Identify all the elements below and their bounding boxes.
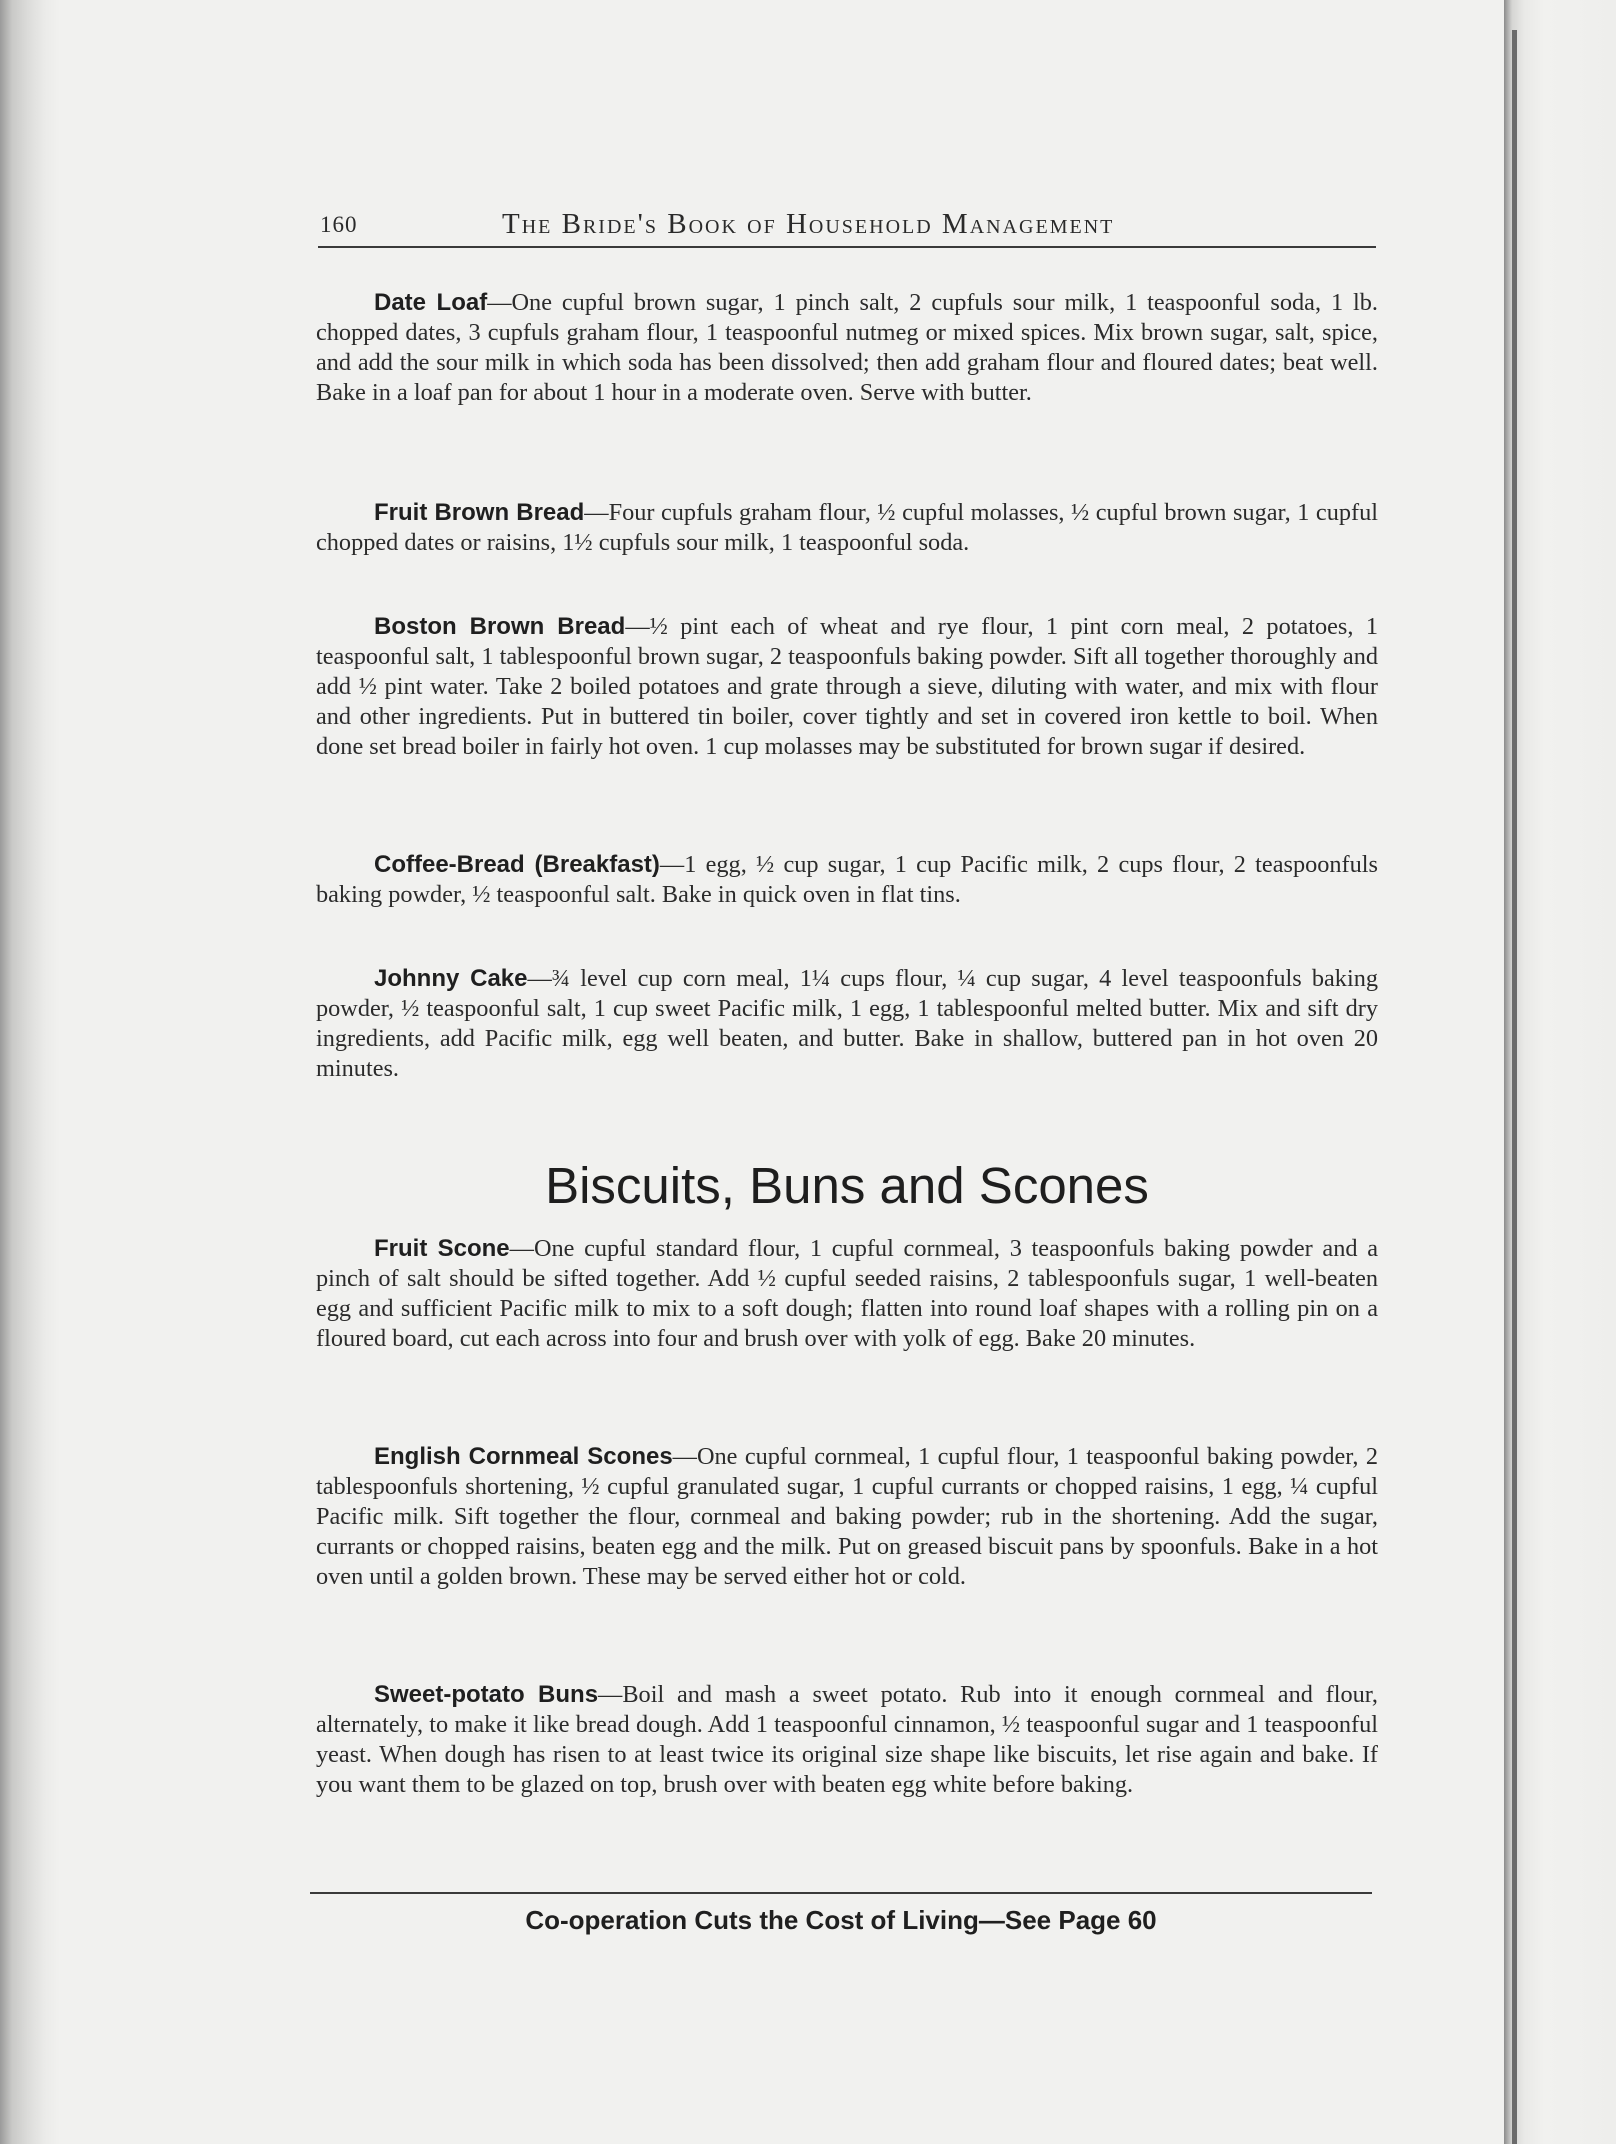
recipe-english-cornmeal-scones <box>316 1442 1378 1592</box>
recipe-johnny-cake <box>316 964 1378 1084</box>
recipe-text: —Four cupfuls graham flour, ½ cupful molasses, ½ cupful brown sugar, 1 cupful chopped dates or raisins, 1½ cupfuls sour milk, 1 teaspoonful soda. <box>316 499 1378 556</box>
recipe-text: —½ pint each of wheat and rye flour, 1 pint corn meal, 2 potatoes, 1 teaspoonful salt, 1 tablespoonful brown sugar, 2 teaspoonfuls baking powder. Sift all together thoroughly and add ½ pint water. Take 2 boiled potatoes and grate through a sieve, diluting with water, and mix with flour and other ingredients. Put in buttered tin boiler, cover tightly and set in covered iron kettle to boil. When done set bread boiler in fairly hot oven. 1 cup molasses may be substituted for brown sugar if desired. <box>316 613 1378 760</box>
recipe-text: —One cupful brown sugar, 1 pinch salt, 2 cupfuls sour milk, 1 teaspoonful soda, 1 lb. chopped dates, 3 cupfuls graham flour, 1 teaspoonful nutmeg or mixed spices. Mix brown sugar, salt, spice, and add the sour milk in which soda has been dissolved; then add graham flour and floured dates; beat well. Bake in a loaf pan for about 1 hour in a moderate oven. Serve with butter. <box>316 289 1378 406</box>
recipe-title: Coffee-Bread (Breakfast) <box>374 851 660 878</box>
page-header <box>318 204 1376 248</box>
recipe-text: —1 egg, ½ cup sugar, 1 cup Pacific milk, 2 cups flour, 2 teaspoonfuls baking powder, ½ teaspoonful salt. Bake in quick oven in flat tins. <box>316 851 1378 908</box>
recipe-sweet-potato-buns <box>316 1680 1378 1800</box>
recipe-text: —Boil and mash a sweet potato. Rub into it enough cornmeal and flour, alternately, to make it like bread dough. Add 1 teaspoonful cinnamon, ½ teaspoonful sugar and 1 teaspoonful yeast. When dough has risen to at least twice its original size shape like biscuits, let rise again and bake. If you want them to be glazed on top, brush over with beaten egg white before baking. <box>316 1681 1378 1798</box>
footer-rule <box>310 1892 1372 1894</box>
recipe-fruit-scone <box>316 1234 1378 1354</box>
recipe-title: Sweet-potato Buns <box>374 1681 599 1708</box>
recipe-title: Boston Brown Bread <box>374 613 626 640</box>
recipe-title: Johnny Cake <box>374 965 528 992</box>
recipe-text: —¾ level cup corn meal, 1¼ cups flour, ¼ cup sugar, 4 level teaspoonfuls baking powder, ½ teaspoonful salt, 1 cup sweet Pacific milk, 1 egg, 1 tablespoonful melted butter. Mix and sift dry ingredients, add Pacific milk, egg well beaten, and butter. Bake in shallow, buttered pan in hot oven 20 minutes. <box>316 965 1378 1082</box>
recipe-text: —One cupful cornmeal, 1 cupful flour, 1 teaspoonful baking powder, 2 tablespoonfuls shortening, ½ cupful granulated sugar, 1 cupful currants or chopped raisins, 1 egg, ¼ cupful Pacific milk. Sift together the flour, cornmeal and baking powder; rub in the shortening. Add the sugar, currants or chopped raisins, beaten egg and the milk. Put on greased biscuit pans by spoonfuls. Bake in a hot oven until a golden brown. These may be served either hot or cold. <box>316 1443 1378 1590</box>
facing-page-edge <box>1504 0 1616 2144</box>
page-number: 160 <box>320 212 358 237</box>
page-edge-line <box>1512 30 1517 2144</box>
recipe-title: Fruit Scone <box>374 1235 510 1262</box>
recipe-title: Fruit Brown Bread <box>374 499 585 526</box>
page-footer: Co-operation Cuts the Cost of Living—See Page 60 <box>525 1905 1157 1935</box>
recipe-title: Date Loaf <box>374 289 488 316</box>
section-heading: Biscuits, Buns and Scones <box>545 1157 1149 1214</box>
recipe-title: English Cornmeal Scones <box>374 1443 673 1470</box>
recipe-boston-brown-bread <box>316 612 1378 762</box>
recipe-text: —One cupful standard flour, 1 cupful cornmeal, 3 teaspoonfuls baking powder and a pinch of salt should be sifted together. Add ½ cupful seeded raisins, 2 tablespoonfuls sugar, 1 well-beaten egg and sufficient Pacific milk to mix to a soft dough; flatten into round loaf shapes with a rolling pin on a floured board, cut each across into four and brush over with yolk of egg. Bake 20 minutes. <box>316 1235 1378 1352</box>
recipe-coffee-bread <box>316 850 1378 910</box>
running-title: The Bride's Book of Household Management <box>502 208 1115 240</box>
recipe-fruit-brown-bread <box>316 498 1378 558</box>
header-rule <box>318 246 1376 248</box>
recipe-date-loaf <box>316 288 1378 408</box>
binding-gutter <box>0 0 60 2144</box>
